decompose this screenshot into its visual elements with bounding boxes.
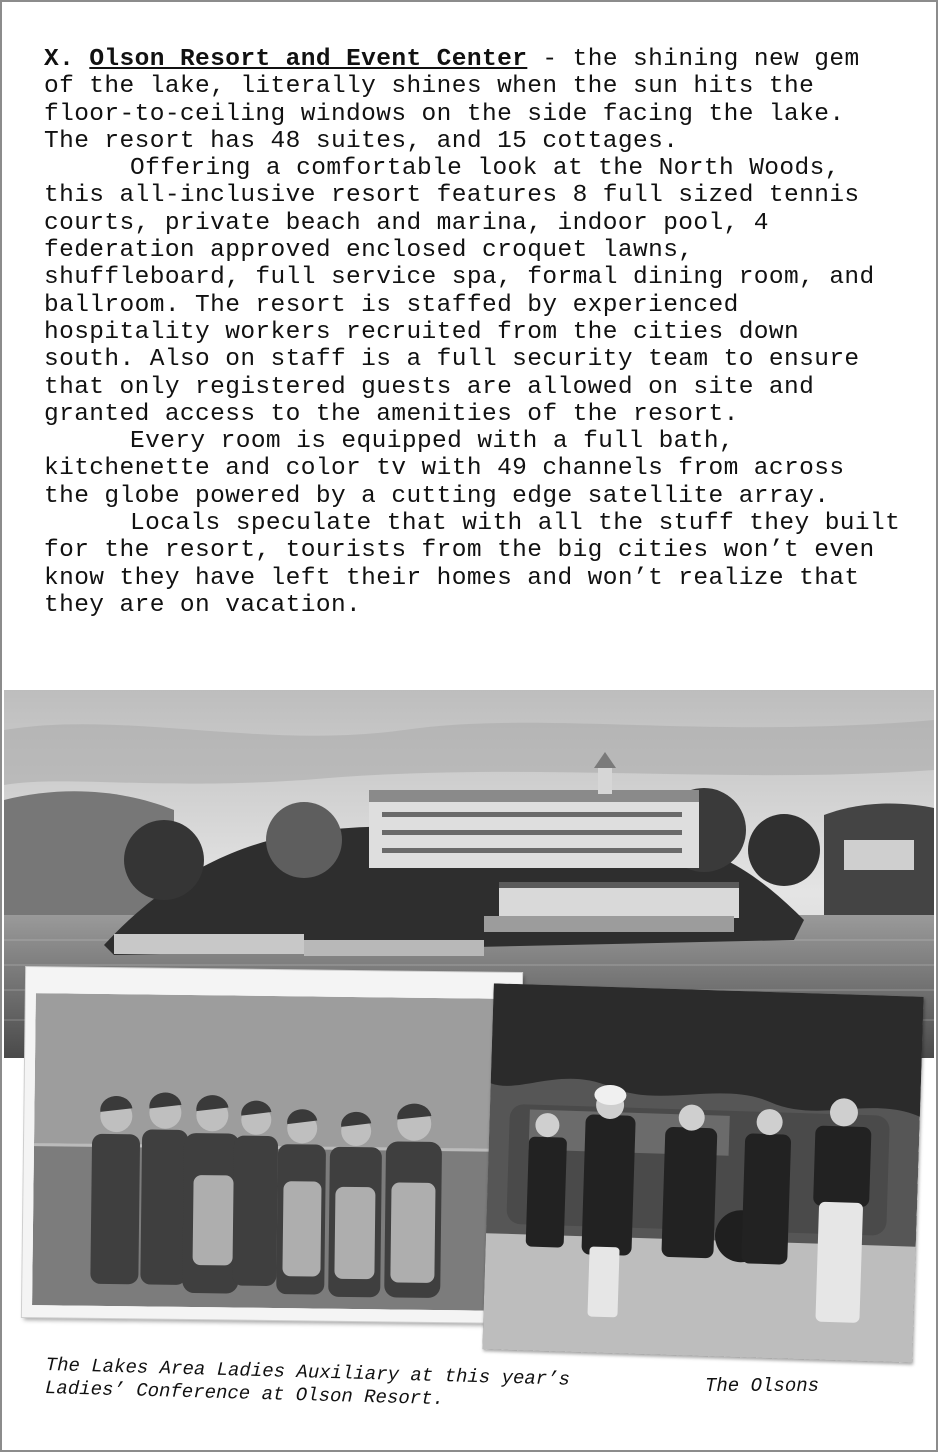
intro-text: - the shining new gem of the lake, literally shines when the sun hits the floor-to-ceiling windows on the side facing the lake. The resort has 48 suites, and 15 cottages.	[44, 46, 860, 155]
ladies-auxiliary-photo	[22, 967, 522, 1323]
article-intro-paragraph	[44, 46, 904, 155]
locals-paragraph: Locals speculate that with all the stuff they built for the resort, tourists from the big cities won’t even know they have left their homes and won’t realize that they are on vacation.	[44, 510, 901, 619]
resort-article	[44, 46, 904, 619]
olsons-photo-caption: The Olsons	[705, 1375, 820, 1397]
ladies-photo-caption: The Lakes Area Ladies Auxiliary at this year’s Ladies’ Conference at Olson Resort.	[44, 1354, 571, 1411]
olsons-photo	[482, 983, 923, 1362]
amenities-paragraph: Offering a comfortable look at the North Woods, this all-inclusive resort features 8 full sized tennis courts, private beach and marina, indoor pool, 4 federation approved enclosed croquet lawns, shuffleboard, full service spa, formal dining room, and ballroom. The resort is staffed by experienced hospitality workers recruited from the cities down south. Also on staff is a full security team to ensure that only registered guests are allowed on site and granted access to the amenities of the resort.	[44, 155, 875, 428]
section-label: X.	[44, 46, 75, 73]
rooms-paragraph: Every room is equipped with a full bath, kitchenette and color tv with 49 channels from across the globe powered by a cutting edge satellite array.	[44, 428, 845, 510]
resort-name: Olson Resort and Event Center	[89, 46, 528, 73]
ladies-photo-image	[32, 993, 500, 1311]
